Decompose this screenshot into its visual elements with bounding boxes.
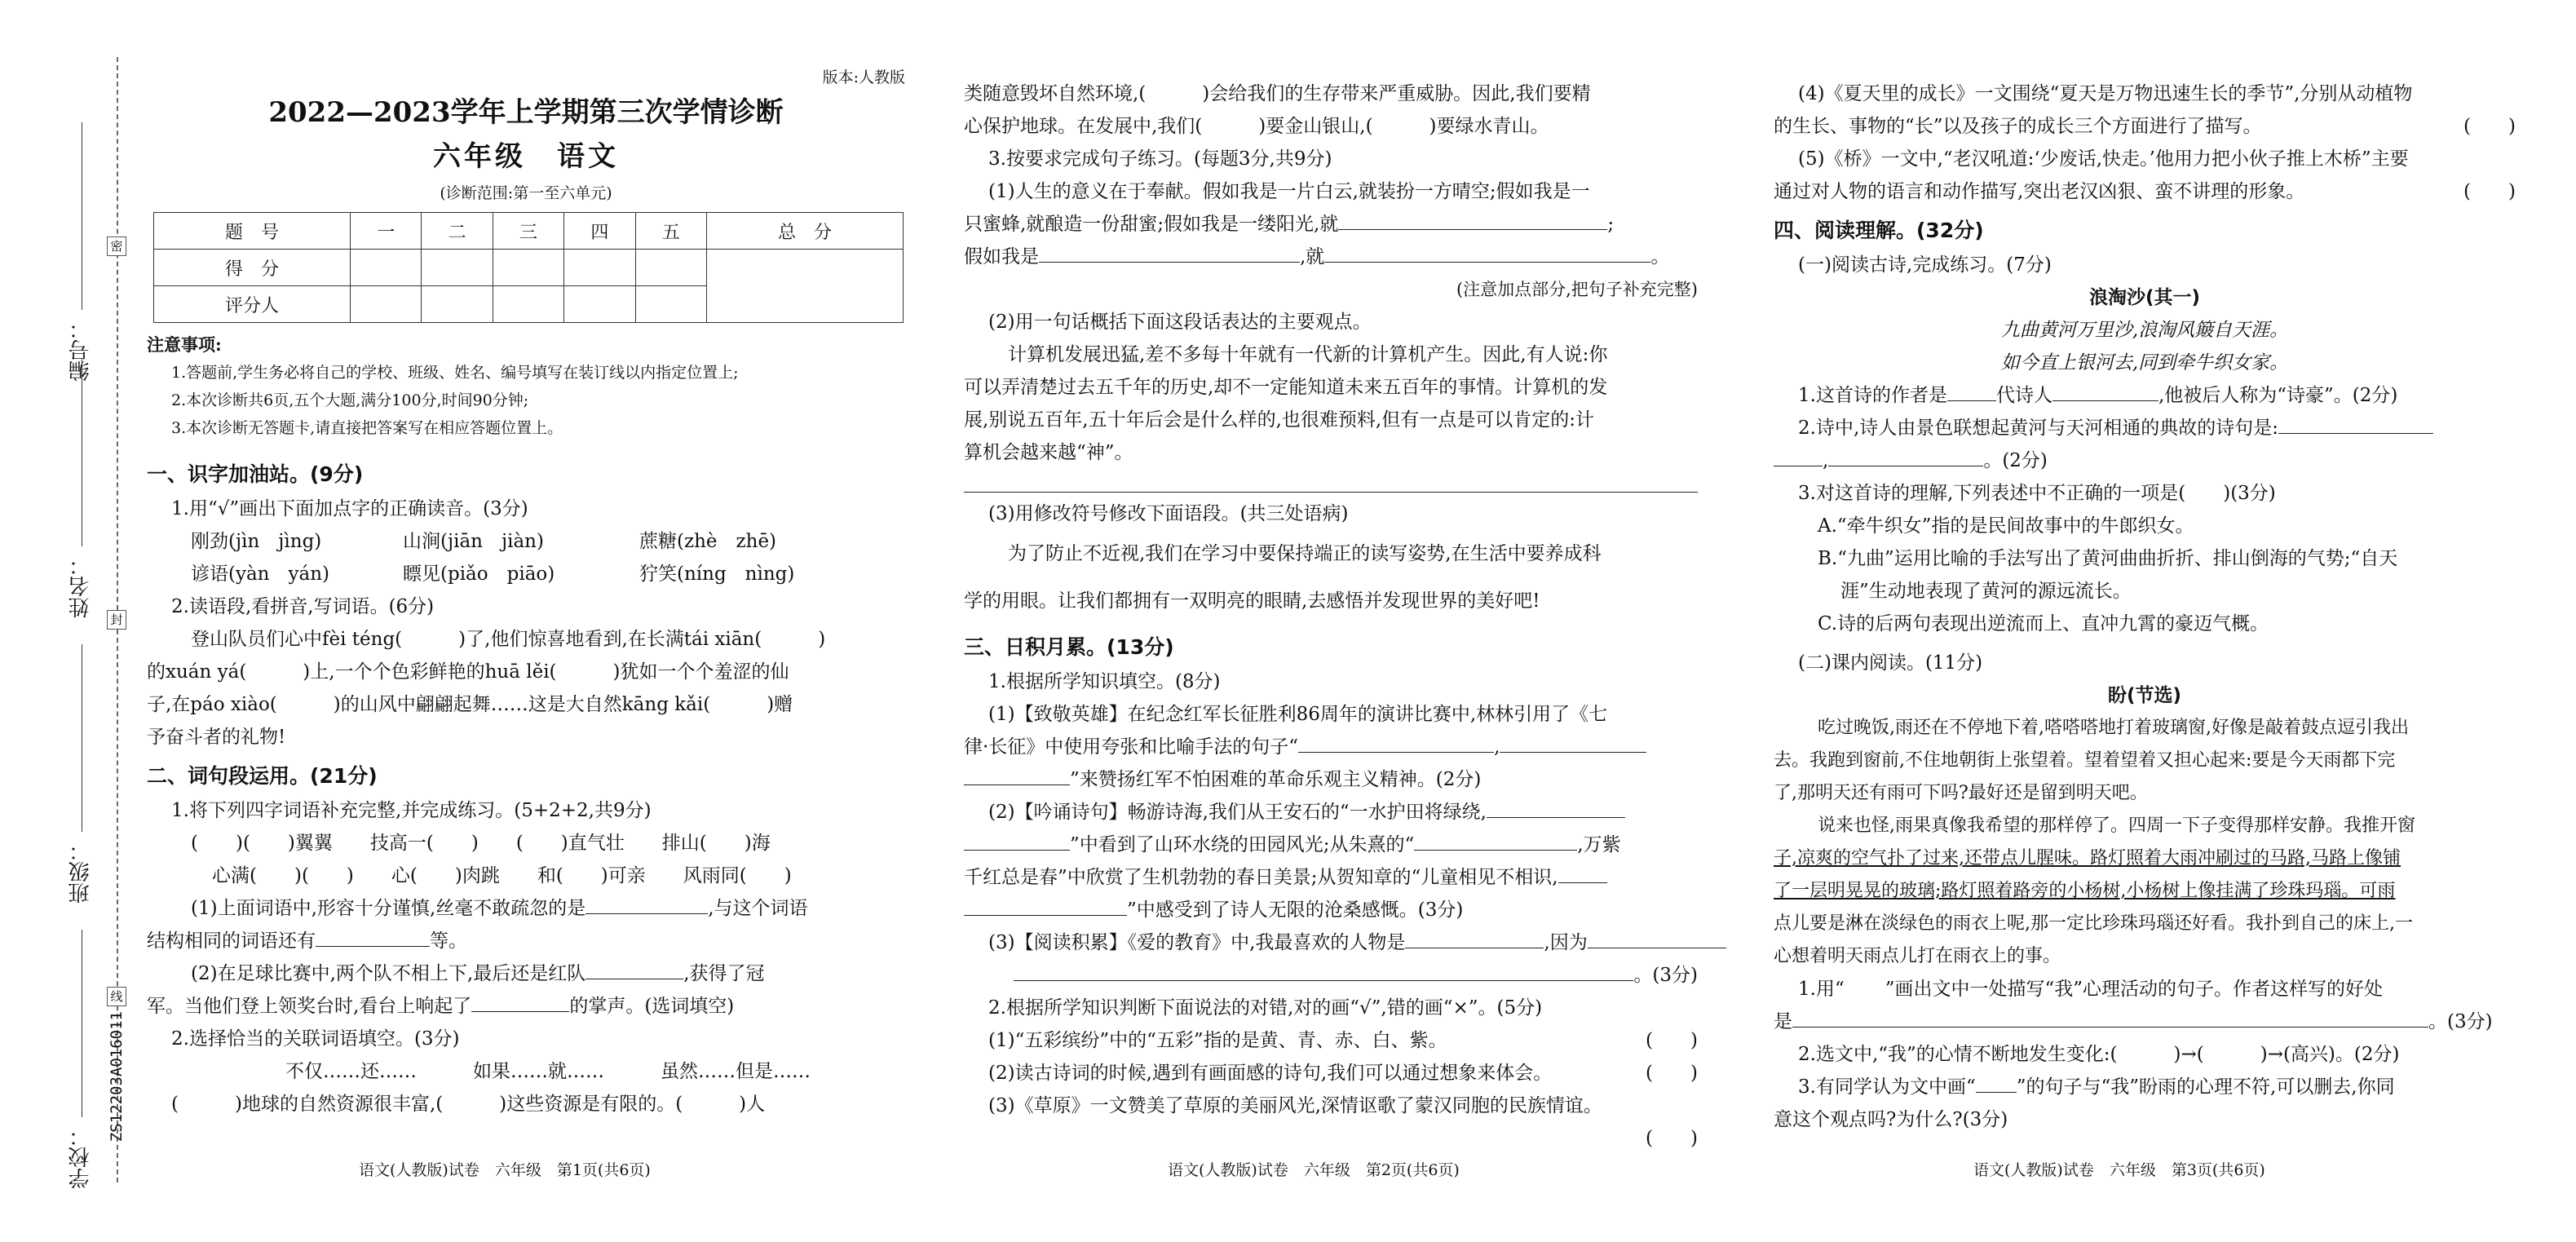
q5-1-note: (注意加点部分,把句子补充完整): [1456, 280, 1698, 299]
score-cell[interactable]: [493, 250, 563, 286]
answer-blank[interactable]: [1774, 448, 1823, 466]
answer-blank[interactable]: [1014, 962, 1633, 981]
q6-2-line: [964, 894, 1698, 926]
r2-q1-text: 1.用“: [1798, 979, 1845, 1000]
q5-1-text: 。: [1650, 246, 1670, 267]
score-cell[interactable]: [351, 250, 422, 286]
pinyin-choice[interactable]: 狞笑(níng nìng): [639, 564, 795, 585]
passage-line: 说来也怪,雨果真像我希望的那样停了。四周一下子变得那样安静。我推开窗: [1818, 815, 2415, 836]
rail-mark-xian: 线: [107, 987, 126, 1006]
q2-text[interactable]: 子,在páo xiào( )的山风中翩翩起舞……这是大自然kāng kǎi( )赠: [147, 694, 793, 715]
judge-answer-box[interactable]: ( ): [2463, 116, 2516, 137]
q6-2-text: 千红总是春”中欣赏了生机勃勃的春日美景;从贺知章的“儿童相见不相识,: [964, 867, 1558, 888]
answer-blank[interactable]: [1558, 864, 1607, 883]
q6-2-text: ”中看到了山环水绕的田园风光;从朱熹的“: [1070, 834, 1415, 855]
r2-q3-text: 3.有同学认为文中画“: [1798, 1076, 1976, 1098]
section-4-title: 四、阅读理解。(32分): [1774, 219, 1984, 242]
grader-cell[interactable]: [635, 286, 706, 323]
reading-1-prompt: (一)阅读古诗,完成练习。(7分): [1798, 254, 2052, 276]
label-school: 学校：: [68, 1125, 93, 1189]
pinyin-choice[interactable]: 瞟见(piǎo piāo): [403, 564, 555, 585]
r1-q1-text: 代诗人: [1995, 385, 2052, 406]
pinyin-row-1: [147, 525, 905, 558]
q7-prompt: 2.根据所学知识判断下面说法的对错,对的画“√”,错的画“×”。(5分): [988, 997, 1543, 1019]
score-header-cell: 五: [635, 213, 706, 250]
answer-blank[interactable]: [1487, 799, 1625, 818]
q2-text[interactable]: 登山队员们心中fèi téng( )了,他们惊喜地看到,在长满tái xiān( ): [191, 629, 826, 650]
score-table: [153, 212, 904, 323]
grader-cell[interactable]: [564, 286, 635, 323]
q3-2-line: [147, 990, 905, 1023]
exam-title: 2022—2023学年上学期第三次学情诊断: [268, 96, 784, 129]
q1-prompt: 1.用“√”画出下面加点字的正确读音。(3分): [171, 498, 528, 519]
q2-text[interactable]: 的xuán yá( )上,一个个色彩鲜艳的huā lěi( )犹如一个个羞涩的仙: [147, 661, 789, 683]
label-name: 姓名：: [68, 555, 93, 618]
grader-cell[interactable]: [422, 286, 493, 323]
passage-line: 吃过晚饭,雨还在不停地下着,嗒嗒嗒地打着玻璃窗,好像是敲着鼓点逗引我出: [1818, 718, 2409, 738]
judge-answer-box[interactable]: ( ): [1646, 1128, 1698, 1149]
answer-blank[interactable]: [585, 961, 683, 979]
q5-3-prompt: (3)用修改符号修改下面语段。(共三处语病): [988, 503, 1349, 524]
r1-q2-line: [1774, 444, 2516, 477]
judge-item: [964, 1024, 1698, 1057]
q6-1-text: ”来赞扬红军不怕困难的革命乐观主义精神。(2分): [1070, 769, 1482, 790]
answer-blank[interactable]: [1298, 734, 1494, 753]
pinyin-choice[interactable]: 刚劲(jìn jìng): [191, 531, 322, 552]
answer-blank[interactable]: [316, 928, 430, 947]
pinyin-choice[interactable]: 谚语(yàn yán): [191, 564, 329, 585]
q4-text-cont[interactable]: 类随意毁坏自然环境,( )会给我们的生存带来严重威胁。因此,我们要精: [964, 83, 1591, 104]
wavy-line-marker: [1845, 973, 1885, 1006]
r1-q1-text: ,他被后人称为“诗豪”。(2分): [2158, 385, 2398, 406]
conjunction-options: 不仅……还…… 如果……就…… 虽然……但是……: [285, 1061, 811, 1082]
q6-3-text: ,因为: [1544, 932, 1588, 953]
answer-blank[interactable]: [1405, 930, 1544, 948]
judge-statement: 的生长、事物的“长”以及孩子的成长三个方面进行了描写。: [1774, 116, 2262, 137]
score-header-cell: 三: [493, 213, 563, 250]
q3-2-text: ,获得了冠: [683, 963, 765, 984]
exam-subtitle: 六年级 语文: [433, 140, 619, 173]
score-header-cell: 题 号: [154, 213, 351, 250]
q2-prompt: 2.读语段,看拼音,写词语。(6分): [171, 596, 435, 617]
passage-line: 心想着明天雨点儿打在雨衣上的事。: [1774, 946, 2061, 966]
score-row: [154, 250, 904, 286]
judge-statement: (2)读古诗词的时候,遇到有画面感的诗句,我们可以通过想象来体会。: [988, 1063, 1553, 1084]
q6-1-text: 律·长征》中使用夸张和比喻手法的句子“: [964, 736, 1299, 758]
score-cell[interactable]: [422, 250, 493, 286]
pinyin-choice[interactable]: 山涧(jiān jiàn): [403, 531, 544, 552]
q3-1-line: [147, 892, 905, 925]
r2-q1-text: 是: [1774, 1011, 1792, 1032]
note-item: 3.本次诊断无答题卡,请直接把答案写在相应答题位置上。: [171, 419, 563, 437]
page-2-footer: 语文(人教版)试卷 六年级 第2页(共6页): [1168, 1161, 1460, 1179]
q6-1-line: (1)【致敬英雄】在纪念红军长征胜利86周年的演讲比赛中,林林引用了《七: [988, 704, 1608, 725]
q5-1-line: [964, 241, 1698, 273]
passage-line-underlined: 了一层明晃晃的玻璃;路灯照着路旁的小杨树,小杨树上像挂满了珍珠玛瑙。可雨: [1774, 881, 2396, 901]
poem-line: 九曲黄河万里沙,浪淘风簸自天涯。: [2000, 320, 2289, 341]
judge-statement: (3)《草原》一文赞美了草原的美丽风光,深情讴歌了蒙汉同胞的民族情谊。: [988, 1095, 1602, 1116]
answer-blank[interactable]: [964, 897, 1127, 916]
answer-blank[interactable]: [964, 832, 1070, 851]
q5-2-text: 可以弄清楚过去五千年的历史,却不一定能知道未来五百年的事情。计算机的发: [964, 377, 1608, 398]
passage-line: 点儿要是淋在淡绿色的雨衣上呢,那一定比珍珠玛瑙还好看。我扑到自己的床上,一: [1774, 913, 2413, 934]
q6-2-line: [964, 829, 1698, 861]
judge-answer-box[interactable]: ( ): [1646, 1063, 1698, 1084]
r1-q2-text: ,: [1823, 450, 1829, 471]
page-2: [964, 77, 1698, 1155]
answer-blank[interactable]: [2278, 415, 2433, 434]
section-2-title: 二、词句段运用。(21分): [147, 764, 378, 788]
r1-option[interactable]: B.“九曲”运用比喻的手法写出了黄河曲曲折折、排山倒海的气势;“自天: [1818, 548, 2398, 569]
judge-statement: 通过对人物的语言和动作描写,突出老汉凶狠、蛮不讲理的形象。: [1774, 181, 2305, 202]
score-header-cell: 二: [422, 213, 493, 250]
idiom-row[interactable]: 心满( )( ) 心( )肉跳 和( )可亲 风雨同( ): [212, 865, 792, 886]
score-header-cell: 四: [564, 213, 635, 250]
q3-2-text: (2)在足球比赛中,两个队不相上下,最后还是红队: [191, 963, 586, 984]
r1-q2-text: 2.诗中,诗人由景色联想起黄河与天河相通的典故的诗句是:: [1798, 418, 2279, 439]
page-3-footer: 语文(人教版)试卷 六年级 第3页(共6页): [1973, 1161, 2265, 1179]
page-1-footer: 语文(人教版)试卷 六年级 第1页(共6页): [359, 1161, 651, 1179]
q5-2-text: 算机会越来越“神”。: [964, 442, 1133, 463]
q6-prompt: 1.根据所学知识填空。(8分): [988, 671, 1221, 692]
passage-line-underlined: 子,凉爽的空气扑了过来,还带点儿腥味。路灯照着大雨冲刷过的马路,马路上像铺: [1774, 848, 2401, 869]
passage-line: 去。我跑到窗前,不住地朝街上张望着。望着望着又担心起来:要是今天雨都下完: [1774, 750, 2396, 771]
q5-1-line: 只蜜蜂,就酿造一份甜蜜;假如我是一缕阳光,就 ;: [964, 208, 1698, 241]
grader-cell[interactable]: [493, 286, 563, 323]
idiom-row[interactable]: ( )( )翼翼 技高一( ) ( )直气壮 排山( )海: [191, 833, 771, 854]
q6-2-line: [964, 861, 1698, 894]
q3-2-text: 军。当他们登上领奖台时,看台上响起了: [147, 996, 472, 1017]
q4-text[interactable]: ( )地球的自然资源很丰富,( )这些资源是有限的。( )人: [171, 1094, 766, 1115]
r1-option[interactable]: 涯”生动地表现了黄河的源远流长。: [1840, 581, 2132, 602]
r2-q1-line: [1774, 1006, 2516, 1038]
poem-title: 浪淘沙(其一): [2088, 287, 2201, 308]
note-item: 1.答题前,学生务必将自己的学校、班级、姓名、编号填写在装订线以内指定位置上;: [171, 364, 739, 382]
q3-prompt: 1.将下列四字词语补充完整,并完成练习。(5+2+2,共9分): [171, 800, 652, 821]
q3-1-text: 结构相同的词语还有: [147, 930, 316, 952]
judge-answer-box[interactable]: ( ): [1646, 1030, 1698, 1051]
version-label: 版本:人教版: [822, 69, 905, 86]
total-score-cell[interactable]: [706, 250, 903, 323]
page-1: [147, 57, 905, 1120]
r2-q3-line: [1774, 1071, 2516, 1103]
label-class: 班级：: [68, 840, 93, 904]
answer-blank[interactable]: [1039, 244, 1300, 263]
q5-1-text: 假如我是: [964, 246, 1039, 267]
answer-blank[interactable]: [1828, 448, 1983, 466]
r1-q1-line: [1774, 379, 2516, 412]
section-3-title: 三、日积月累。(13分): [964, 635, 1174, 659]
r2-q3-text: ”的句子与“我”盼雨的心理不符,可以删去,你同: [2016, 1076, 2395, 1098]
underline-marker: [1976, 1074, 2017, 1093]
q4-prompt: 2.选择恰当的关联词语填空。(3分): [171, 1028, 460, 1050]
answer-blank[interactable]: [1947, 382, 1996, 401]
note-item: 2.本次诊断共6页,五个大题,满分100分,时间90分钟;: [171, 391, 529, 409]
r1-q2-line: [1774, 412, 2516, 444]
passage-title: 盼(节选): [2107, 685, 2182, 706]
judge-item: [1774, 175, 2516, 208]
r1-option[interactable]: A.“牵牛织女”指的是民间故事中的牛郎织女。: [1818, 515, 2194, 537]
rail-mark-mi: 密: [107, 236, 126, 256]
answer-blank[interactable]: [964, 767, 1070, 785]
q6-2-text: ”中感受到了诗人无限的沧桑感慨。(3分): [1127, 899, 1464, 921]
judge-statement: (1)“五彩缤纷”中的“五彩”指的是黄、青、赤、白、紫。: [988, 1030, 1447, 1051]
r1-q3-prompt: 3.对这首诗的理解,下列表述中不正确的一项是( )(3分): [1798, 483, 2276, 504]
exam-scope: (诊断范围:第一至六单元): [440, 184, 612, 202]
r1-q2-text: 。(2分): [1983, 450, 2048, 471]
q5-2-answer-line[interactable]: [964, 469, 1698, 493]
score-cell[interactable]: [635, 250, 706, 286]
answer-blank[interactable]: [585, 895, 708, 914]
notes-title: 注意事项:: [147, 334, 222, 355]
reading-2-prompt: (二)课内阅读。(11分): [1798, 652, 1983, 674]
answer-blank[interactable]: [1792, 1009, 2428, 1028]
r2-q1-line: [1774, 973, 2516, 1006]
q6-3-line: [964, 926, 1698, 959]
q5-2-text: 计算机发展迅猛,差不多每十年就有一代新的计算机产生。因此,有人说:你: [1008, 344, 1608, 365]
q3-1-text: 等。: [430, 930, 467, 952]
judge-item: [964, 1057, 1698, 1090]
q5-3-text[interactable]: 学的用眼。让我们都拥有一双明亮的眼睛,去感悟并发现世界的美好吧!: [964, 590, 1540, 612]
pinyin-choice[interactable]: 蔗糖(zhè zhē): [639, 531, 777, 552]
judge-item: [1774, 110, 2516, 143]
q6-2-text: ,万紫: [1577, 834, 1621, 855]
r2-q2-text[interactable]: )→( )→(高兴)。(2分): [2117, 1044, 2400, 1065]
poem-line: 如今直上银河去,同到牵牛织女家。: [2000, 352, 2289, 373]
judge-statement: (5)《桥》一文中,“老汉吼道:‘少废话,快走。’他用力把小伙子推上木桥”主要: [1798, 148, 2409, 170]
q3-1-text: ,与这个词语: [708, 898, 808, 919]
judge-statement: (4)《夏天里的成长》一文围绕“夏天是万物迅速生长的季节”,分别从动植物: [1798, 83, 2413, 104]
answer-blank[interactable]: [1338, 211, 1607, 230]
answer-blank[interactable]: [1324, 244, 1650, 263]
q6-3-text: 。(3分): [1633, 965, 1698, 986]
q5-1-text: 只蜜蜂,就酿造一份甜蜜;假如我是一缕阳光,就: [964, 214, 1339, 235]
q6-2-line: [964, 796, 1698, 829]
q2-text: 予奋斗者的礼物!: [147, 727, 286, 748]
q3-1-text: (1)上面词语中,形容十分谨慎,丝毫不敢疏忽的是: [191, 898, 586, 919]
page-3: [1774, 77, 2516, 1136]
score-header-row: [154, 213, 904, 250]
q3-2-text: 的掌声。(选词填空): [569, 996, 735, 1017]
grader-row-label: 评分人: [154, 286, 351, 323]
paper-code: ZS12203A016011: [108, 1011, 126, 1143]
q3-2-line: [147, 957, 905, 990]
grader-cell[interactable]: [351, 286, 422, 323]
q5-3-text[interactable]: 为了防止不近视,我们在学习中要保持端正的读写姿势,在生活中要养成科: [1008, 543, 1602, 564]
answer-blank[interactable]: [1414, 832, 1577, 851]
score-row-label: 得 分: [154, 250, 351, 286]
q5-2-text: 展,别说五百年,五十年后会是什么样的,也很难预料,但有一点是可以肯定的:计: [964, 409, 1594, 431]
q5-1-line: (1)人生的意义在于奉献。假如我是一片白云,就装扮一方晴空;假如我是一: [988, 181, 1590, 202]
r2-q1-text: 。(3分): [2428, 1011, 2493, 1032]
score-cell[interactable]: [564, 250, 635, 286]
passage-line: 了,那明天还有雨可下吗?最好还是留到明天吧。: [1774, 783, 2148, 803]
judge-answer-box[interactable]: ( ): [2463, 181, 2516, 202]
answer-blank[interactable]: [1588, 930, 1726, 948]
r2-q1-text: ”画出文中一处描写“我”心理活动的句子。作者这样写的好处: [1885, 979, 2383, 1000]
rail-mark-feng: 封: [107, 610, 126, 630]
answer-blank[interactable]: [1500, 734, 1646, 753]
q4-text-cont[interactable]: 心保护地球。在发展中,我们( )要金山银山,( )要绿水青山。: [964, 116, 1549, 137]
q6-1-line: [964, 763, 1698, 796]
label-number: 编号：: [68, 318, 93, 382]
r2-q3-text: 意这个观点吗?为什么?(3分): [1774, 1109, 2008, 1130]
answer-blank[interactable]: [2052, 382, 2158, 401]
r1-option[interactable]: C.诗的后两句表现出逆流而上、直冲九霄的豪迈气概。: [1818, 613, 2269, 634]
q3-1-line: [147, 925, 905, 957]
q6-1-line: 律·长征》中使用夸张和比喻手法的句子“ ,: [964, 731, 1698, 763]
q5-2-prompt: (2)用一句话概括下面这段话表达的主要观点。: [988, 312, 1372, 333]
q6-3-line: [964, 959, 1698, 992]
q5-1-text: ,就: [1300, 246, 1325, 267]
score-header-cell: 总 分: [706, 213, 903, 250]
q6-3-text: (3)【阅读积累】《爱的教育》中,我最喜欢的人物是: [988, 932, 1406, 953]
section-1-title: 一、识字加油站。(9分): [147, 462, 364, 486]
answer-blank[interactable]: [471, 993, 569, 1012]
r1-q1-text: 1.这首诗的作者是: [1798, 385, 1947, 406]
q5-prompt: 3.按要求完成句子练习。(每题3分,共9分): [988, 148, 1332, 170]
pinyin-row-2: [147, 558, 905, 590]
r2-q2-line: [1774, 1038, 2516, 1071]
score-header-cell: 一: [351, 213, 422, 250]
r2-q2-text: 2.选文中,“我”的心情不断地发生变化:(: [1798, 1044, 2118, 1065]
q6-2-text: (2)【吟诵诗句】畅游诗海,我们从王安石的“一水护田将绿绕,: [988, 802, 1487, 823]
